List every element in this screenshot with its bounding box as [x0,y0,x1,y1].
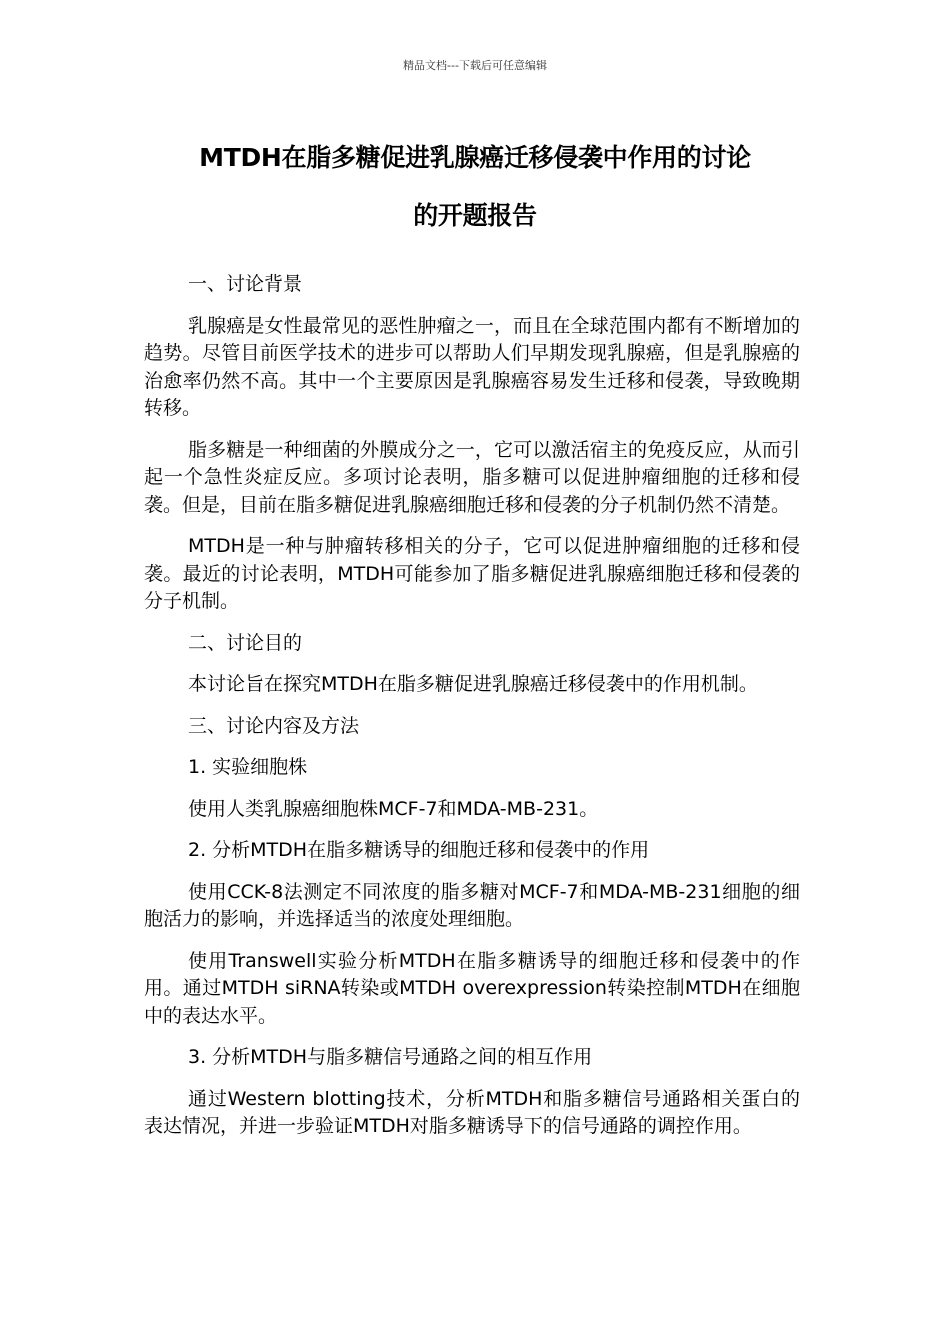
subsection-heading-migration-analysis: 2. 分析MTDH在脂多糖诱导的细胞迁移和侵袭中的作用 [188,839,650,861]
body-paragraph: 使用人类乳腺癌细胞株MCF-7和MDA-MB-231。 [188,797,599,820]
document-title-line-2: 的开题报告 [413,201,537,230]
document-body [144,271,800,1155]
body-paragraph: 使用Transwell实验分析MTDH在脂多糖诱导的细胞迁移和侵袭中的作用。通过MTDH siRNA转染或MTDH overexpression转染控制MTDH在细胞中的表达水平。 [144,949,800,1027]
document-title-line-1: MTDH在脂多糖促进乳腺癌迁移侵袭中作用的讨论 [199,143,751,172]
body-paragraph: 使用CCK-8法测定不同浓度的脂多糖对MCF-7和MDA-MB-231细胞的细胞活力的影响，并选择适当的浓度处理细胞。 [144,880,800,930]
body-paragraph: MTDH是一种与肿瘤转移相关的分子，它可以促进肿瘤细胞的迁移和侵袭。最近的讨论表明，MTDH可能参加了脂多糖促进乳腺癌细胞迁移和侵袭的分子机制。 [144,535,800,612]
section-heading-background: 一、讨论背景 [188,273,303,295]
body-paragraph: 本讨论旨在探究MTDH在脂多糖促进乳腺癌迁移侵袭中的作用机制。 [188,673,758,695]
page-header-note: 精品文档---下载后可任意编辑 [403,59,547,72]
body-paragraph: 脂多糖是一种细菌的外膜成分之一，它可以激活宿主的免疫反应，从而引起一个急性炎症反应。多项讨论表明，脂多糖可以促进肿瘤细胞的迁移和侵袭。但是，目前在脂多糖促进乳腺癌细胞迁移和侵袭的分子机制仍然不清楚。 [144,438,800,516]
section-heading-purpose: 二、讨论目的 [188,631,303,654]
section-heading-methods: 三、讨论内容及方法 [188,714,360,737]
body-paragraph: 通过Western blotting技术，分析MTDH和脂多糖信号通路相关蛋白的表达情况，并进一步验证MTDH对脂多糖诱导下的信号通路的调控作用。 [144,1087,800,1137]
body-paragraph: 乳腺癌是女性最常见的恶性肿瘤之一，而且在全球范围内都有不断增加的趋势。尽管目前医学技术的进步可以帮助人们早期发现乳腺癌，但是乳腺癌的治愈率仍然不高。其中一个主要原因是乳腺癌容易发生迁移和侵袭，导致晚期转移。 [144,314,800,419]
subsection-heading-cell-lines: 1. 实验细胞株 [188,756,308,778]
subsection-heading-signaling-analysis: 3. 分析MTDH与脂多糖信号通路之间的相互作用 [188,1046,593,1068]
